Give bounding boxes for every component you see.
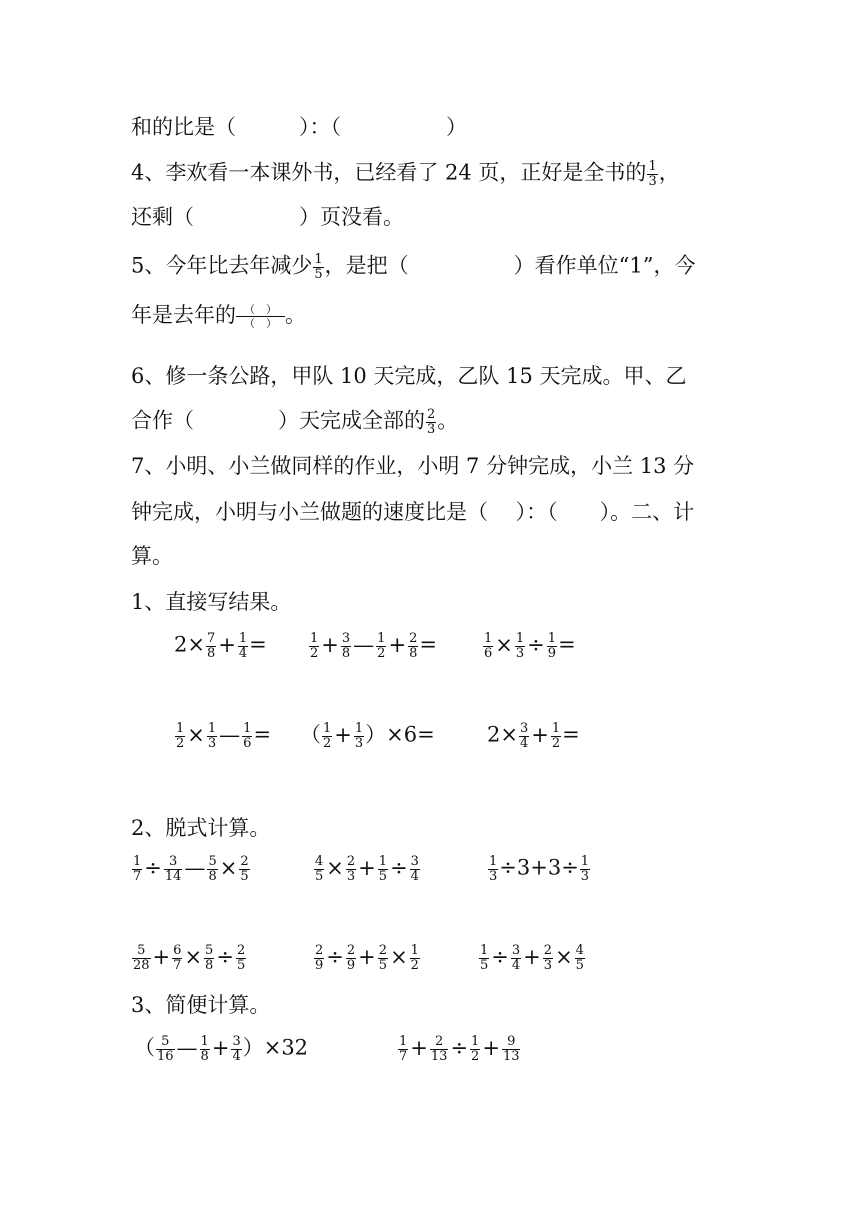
- q5-line2: [131, 303, 306, 330]
- s1-expr-1: [174, 632, 267, 660]
- denominator: 5: [240, 868, 249, 884]
- operator: ÷: [216, 944, 234, 969]
- denominator: 3: [427, 421, 436, 437]
- fraction: [206, 632, 216, 660]
- denominator: 8: [208, 868, 217, 884]
- s1-expr-6: [487, 722, 580, 750]
- fraction: [239, 855, 249, 883]
- denominator: 4: [519, 735, 529, 751]
- numerator: 3: [410, 854, 419, 869]
- fraction: [236, 944, 246, 972]
- numerator: 3: [519, 721, 529, 736]
- q4-line1-post: ，: [658, 160, 680, 185]
- numerator: 2: [346, 854, 356, 869]
- fraction: [470, 1035, 480, 1063]
- s1-expr-2: [308, 632, 437, 660]
- q6-line2-text: 合作（ ）天完成全部的: [131, 408, 425, 433]
- denominator: 2: [551, 735, 561, 751]
- equals: =: [562, 722, 580, 747]
- fraction: [378, 855, 388, 883]
- operator: ÷: [527, 632, 545, 657]
- q3-tail-text: 和的比是（ ）：（ ）: [131, 115, 467, 139]
- q5-line1: [131, 253, 696, 281]
- fraction: [322, 722, 332, 750]
- fraction: [479, 944, 489, 972]
- denominator: 8: [206, 645, 216, 661]
- denominator: 3: [515, 645, 525, 661]
- q7-line1-text: 7、小明、小兰做同样的作业，小明 7 分钟完成，小兰 13 分: [131, 454, 695, 478]
- fraction: [175, 722, 185, 750]
- numerator: 1: [410, 943, 419, 958]
- numerator: 6: [173, 943, 182, 958]
- numerator: 7: [206, 631, 216, 646]
- q4-line1-text: 4、李欢看一本课外书，已经看了 24 页，正好是全书的: [131, 160, 647, 185]
- q5-line2-post: 。: [285, 303, 306, 328]
- denominator: 13: [502, 1048, 520, 1064]
- denominator: 3: [346, 868, 356, 884]
- fraction: [314, 944, 324, 972]
- numerator: 2: [315, 943, 324, 958]
- right-paren-tail: ）×6=: [365, 722, 435, 747]
- denominator: 13: [430, 1048, 448, 1064]
- fraction: [132, 944, 151, 972]
- numerator: 5: [208, 854, 217, 869]
- operator: ×: [219, 855, 238, 880]
- s2-expr-5: [313, 944, 421, 972]
- numerator: 1: [480, 943, 489, 958]
- numerator: 3: [169, 854, 178, 869]
- operator: —: [353, 632, 375, 657]
- operator: ÷: [491, 944, 509, 969]
- fraction: [346, 944, 356, 972]
- numerator: 3: [511, 943, 521, 958]
- fraction: [200, 1035, 210, 1063]
- s1-expr-4: [174, 722, 271, 750]
- numerator: 5: [205, 943, 214, 958]
- fraction: [242, 722, 252, 750]
- equals: =: [253, 722, 272, 747]
- operator: +: [334, 722, 352, 747]
- s2-expr-1: [131, 855, 251, 883]
- operator: ÷: [326, 944, 344, 969]
- left-paren: （: [134, 1035, 155, 1060]
- numerator: 1: [399, 1034, 408, 1049]
- fraction: [483, 632, 493, 660]
- denominator: 8: [341, 645, 351, 661]
- numerator: 9: [507, 1034, 516, 1049]
- denominator: 2: [471, 1048, 480, 1064]
- numerator: 3: [341, 631, 351, 646]
- fraction: [309, 632, 319, 660]
- operator: ×: [390, 944, 408, 969]
- q7-line3-text: 算。: [131, 544, 173, 568]
- s1-expr-3: [482, 632, 576, 660]
- s2-expr-2: [313, 855, 421, 883]
- q3-tail-line: [131, 117, 467, 138]
- numerator: 1: [484, 631, 493, 646]
- numerator: 2: [409, 631, 418, 646]
- numerator: 3: [232, 1034, 241, 1049]
- operator: ×: [555, 944, 573, 969]
- q4-line2: [131, 207, 404, 228]
- numerator: 1: [310, 631, 319, 646]
- fraction: [398, 1035, 408, 1063]
- numerator: 1: [243, 721, 252, 736]
- fraction: [580, 855, 590, 883]
- numerator: 1: [354, 721, 364, 736]
- fraction: [238, 632, 248, 660]
- numerator: 1: [648, 159, 657, 174]
- operator: +: [211, 1035, 230, 1060]
- q5-line1-text: 5、今年比去年减少: [131, 253, 313, 278]
- operator: +: [531, 722, 549, 747]
- denominator: 2: [377, 645, 386, 661]
- numerator: 1: [238, 631, 248, 646]
- operator: ÷: [144, 855, 162, 880]
- numerator: 1: [547, 631, 557, 646]
- right-paren-tail: ）×32: [242, 1035, 309, 1060]
- q4-fraction: [647, 160, 657, 188]
- section2-title-text: 2、脱式计算。: [131, 816, 271, 840]
- denominator: 16: [157, 1048, 174, 1064]
- denominator: 7: [399, 1048, 408, 1064]
- numerator: 4: [575, 943, 584, 958]
- numerator: 1: [551, 721, 561, 736]
- numerator: 5: [137, 943, 146, 958]
- denominator: 3: [543, 957, 553, 973]
- operator: +: [523, 944, 541, 969]
- fraction: [410, 855, 420, 883]
- numerator: 2: [236, 943, 246, 958]
- numerator: 2: [543, 943, 553, 958]
- operator: ×: [187, 722, 205, 747]
- q7-line2-text: 钟完成，小明与小兰做题的速度比是（ ）：（ ）。二、计: [131, 500, 695, 524]
- denominator: 4: [410, 868, 419, 884]
- numerator: 1: [323, 721, 332, 736]
- denominator: 9: [315, 957, 324, 973]
- denominator: 5: [314, 266, 323, 282]
- fraction: [551, 722, 561, 750]
- s3-expr-2: [397, 1035, 521, 1063]
- fraction: [511, 944, 521, 972]
- fraction: [515, 632, 525, 660]
- denominator: 5: [480, 957, 489, 973]
- denominator: 6: [243, 735, 252, 751]
- numerator: 1: [580, 854, 590, 869]
- numerator: 2: [427, 407, 436, 422]
- fraction: [502, 1035, 521, 1063]
- q4-line2-text: 还剩（ ）页没看。: [131, 205, 404, 229]
- fraction: [575, 944, 585, 972]
- denominator: 8: [409, 645, 418, 661]
- numerator: 2: [240, 854, 249, 869]
- numerator: 1: [200, 1034, 209, 1049]
- numerator: 1: [489, 854, 498, 869]
- fraction: [376, 632, 386, 660]
- denominator: 6: [484, 645, 493, 661]
- fraction: [547, 632, 557, 660]
- numerator: 1: [378, 854, 388, 869]
- equals: =: [558, 632, 576, 657]
- q4-line1: [131, 160, 680, 188]
- operator: +: [358, 944, 376, 969]
- operator: —: [219, 722, 241, 747]
- fraction: [410, 944, 420, 972]
- operator: ÷: [390, 855, 408, 880]
- denominator: 9: [547, 645, 557, 661]
- q6-fraction: [426, 408, 436, 436]
- section1-title: [131, 592, 291, 613]
- denominator: 4: [511, 957, 521, 973]
- fraction: [341, 632, 351, 660]
- operator: +: [482, 1035, 500, 1060]
- s2-expr-6: [478, 944, 586, 972]
- denominator: 4: [238, 645, 248, 661]
- denominator: 5: [236, 957, 246, 973]
- operator: ÷: [450, 1035, 469, 1060]
- q6-line1: [131, 366, 687, 387]
- numerator: 1: [133, 854, 142, 869]
- blank-denominator: （ ）: [236, 316, 285, 330]
- fraction: [519, 722, 529, 750]
- s2e3-mid: ÷3+3÷: [499, 855, 579, 880]
- numerator: 2: [435, 1034, 444, 1049]
- operator: +: [410, 1035, 428, 1060]
- left-paren: （: [300, 722, 321, 747]
- denominator: 8: [205, 957, 214, 973]
- q5-line1-post: ，是把（ ）看作单位“1”，今: [324, 253, 696, 278]
- section3-title-text: 3、简便计算。: [131, 993, 271, 1017]
- fraction: [231, 1035, 241, 1063]
- denominator: 9: [346, 957, 356, 973]
- denominator: 5: [575, 957, 584, 973]
- section1-title-text: 1、直接写结果。: [131, 590, 292, 614]
- denominator: 2: [410, 957, 419, 973]
- q7-line3: [131, 546, 173, 567]
- denominator: 7: [173, 957, 182, 973]
- s1e1-a: 2×: [174, 632, 205, 657]
- denominator: 3: [207, 735, 217, 751]
- denominator: 3: [580, 868, 590, 884]
- fraction: [408, 632, 418, 660]
- numerator: 1: [377, 631, 386, 646]
- denominator: 5: [315, 868, 324, 884]
- fraction: [314, 855, 324, 883]
- numerator: 1: [515, 631, 525, 646]
- fraction: [543, 944, 553, 972]
- numerator: 1: [207, 721, 217, 736]
- numerator: 5: [161, 1034, 170, 1049]
- numerator: 1: [314, 252, 323, 267]
- numerator: 1: [471, 1034, 480, 1049]
- denominator: 14: [164, 868, 182, 884]
- fraction: [346, 855, 356, 883]
- numerator: 1: [176, 721, 185, 736]
- denominator: 28: [133, 957, 150, 973]
- operator: ×: [184, 944, 203, 969]
- operator: ×: [495, 632, 513, 657]
- fraction: [378, 944, 388, 972]
- denominator: 3: [648, 173, 657, 189]
- fraction: [207, 855, 217, 883]
- denominator: 3: [489, 868, 498, 884]
- blank-numerator: （ ）: [244, 303, 277, 316]
- q5-blank-fraction: [236, 303, 285, 330]
- s1e6-a: 2×: [487, 722, 518, 747]
- denominator: 2: [310, 645, 319, 661]
- numerator: 4: [315, 854, 324, 869]
- denominator: 5: [378, 957, 388, 973]
- section2-title: [131, 818, 270, 839]
- s2-expr-4: [131, 944, 247, 972]
- denominator: 5: [378, 868, 388, 884]
- s1-expr-5: [300, 722, 435, 750]
- q7-line1: [131, 456, 694, 477]
- fraction: [172, 944, 182, 972]
- q5-fraction: [313, 253, 323, 281]
- operator: —: [184, 855, 206, 880]
- denominator: 4: [232, 1048, 241, 1064]
- fraction: [156, 1035, 175, 1063]
- denominator: 2: [323, 735, 332, 751]
- denominator: 8: [200, 1048, 209, 1064]
- q6-line2-post: 。: [437, 408, 459, 433]
- denominator: 7: [133, 868, 142, 884]
- s2-expr-3: [487, 855, 591, 883]
- numerator: 2: [346, 943, 356, 958]
- section3-title: [131, 995, 270, 1016]
- fraction: [207, 722, 217, 750]
- fraction: [430, 1035, 449, 1063]
- numerator: 2: [378, 943, 388, 958]
- s3-expr-1: [134, 1035, 308, 1063]
- fraction: [488, 855, 498, 883]
- fraction: [204, 944, 214, 972]
- operator: +: [388, 632, 407, 657]
- operator: +: [218, 632, 236, 657]
- operator: +: [152, 944, 171, 969]
- q6-line1-text: 6、修一条公路，甲队 10 天完成，乙队 15 天完成。甲、乙: [131, 364, 687, 388]
- fraction: [132, 855, 142, 883]
- equals: =: [419, 632, 437, 657]
- equals: =: [249, 632, 267, 657]
- q7-line2: [131, 502, 694, 523]
- q6-line2: [131, 408, 458, 436]
- fraction: [164, 855, 183, 883]
- fraction: [354, 722, 364, 750]
- denominator: 3: [354, 735, 364, 751]
- operator: —: [176, 1035, 198, 1060]
- denominator: 2: [176, 735, 185, 751]
- q5-line2-text: 年是去年的: [131, 303, 236, 328]
- operator: +: [321, 632, 339, 657]
- operator: +: [358, 855, 376, 880]
- operator: ×: [326, 855, 344, 880]
